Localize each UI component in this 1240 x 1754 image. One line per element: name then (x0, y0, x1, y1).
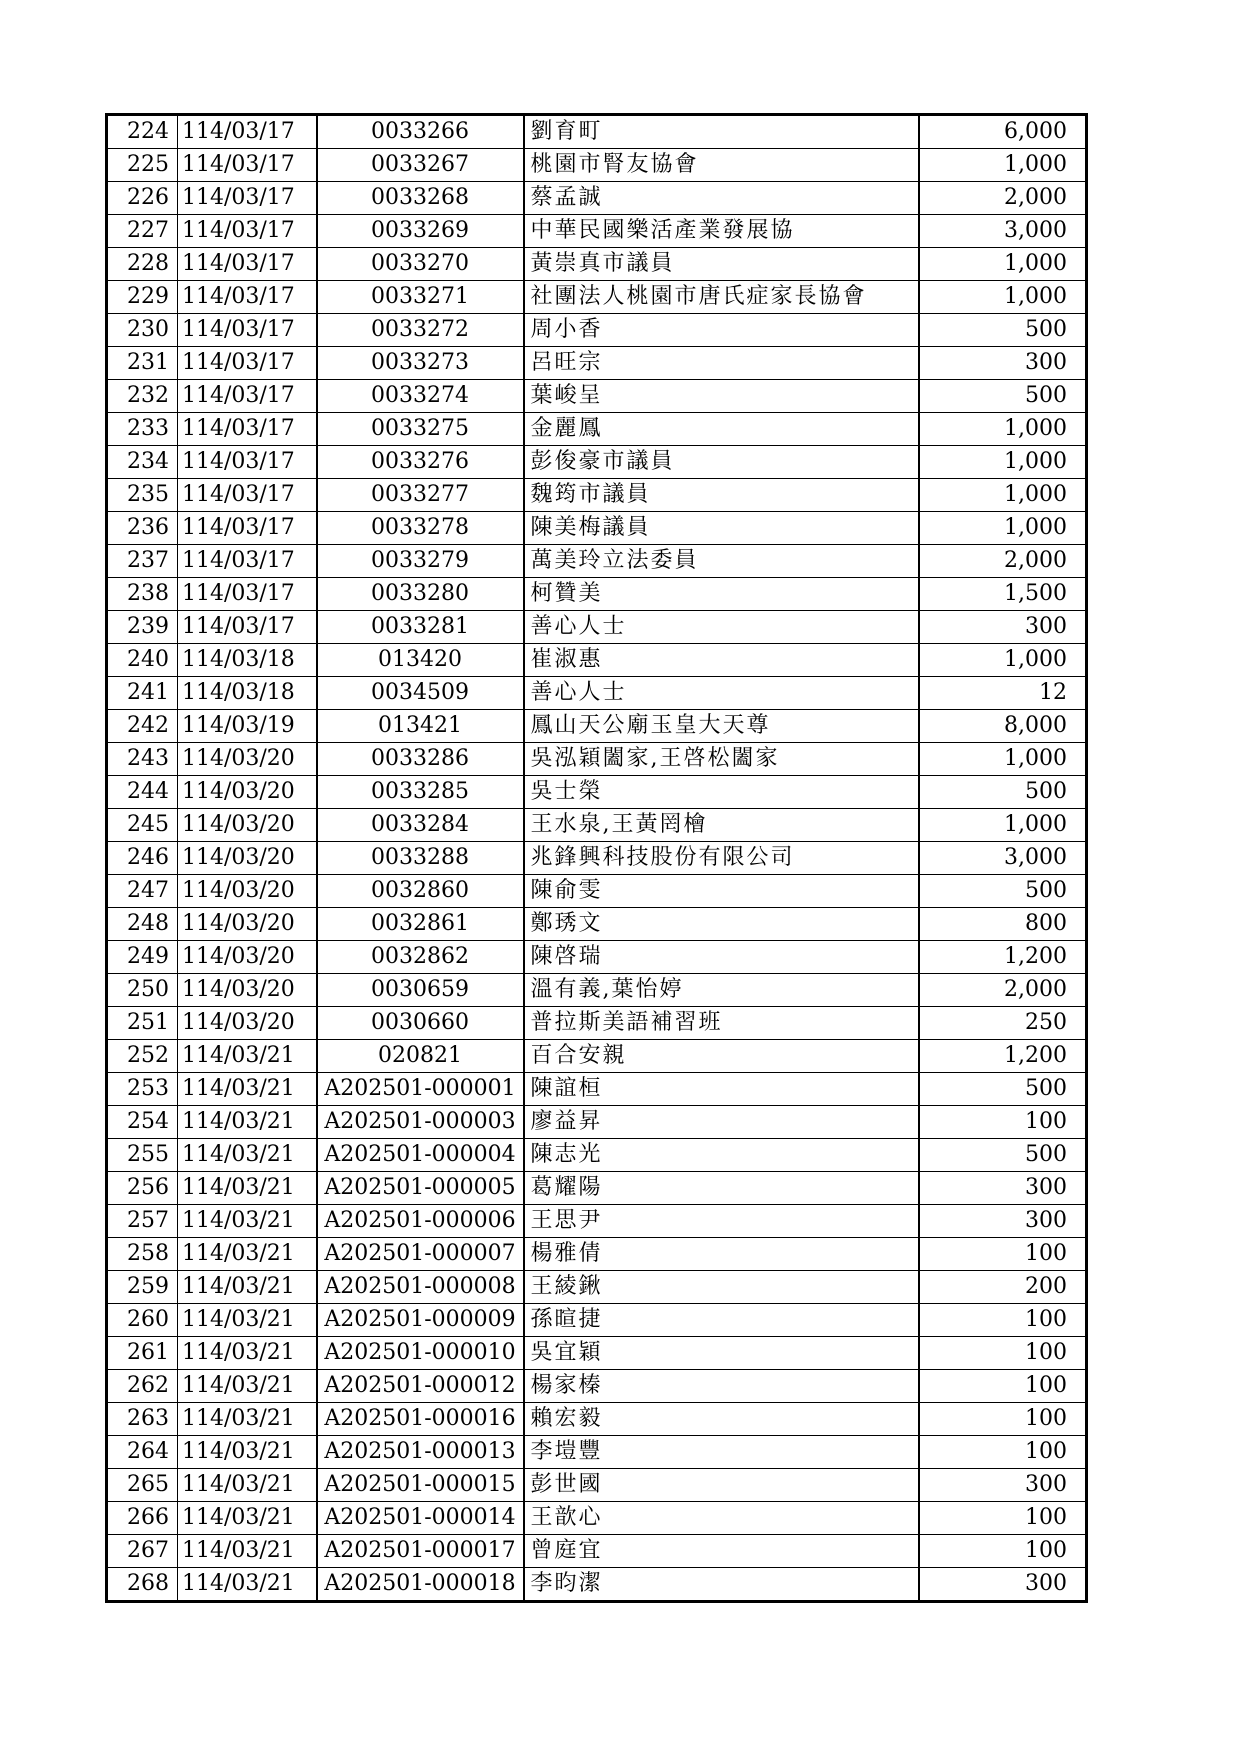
donation-amount: 100 (919, 1304, 1087, 1337)
donation-amount: 3,000 (919, 842, 1087, 875)
donation-date: 114/03/18 (178, 677, 317, 710)
receipt-number: 0034509 (317, 677, 524, 710)
donation-amount: 1,200 (919, 1040, 1087, 1073)
table-row (107, 347, 1087, 380)
donation-amount: 100 (919, 1106, 1087, 1139)
receipt-number: 020821 (317, 1040, 524, 1073)
row-number: 230 (107, 314, 178, 347)
table-row (107, 545, 1087, 578)
row-number: 241 (107, 677, 178, 710)
donation-amount: 1,200 (919, 941, 1087, 974)
receipt-number: 0032860 (317, 875, 524, 908)
receipt-number: 0033267 (317, 149, 524, 182)
receipt-number: 0030659 (317, 974, 524, 1007)
table-row (107, 974, 1087, 1007)
row-number: 260 (107, 1304, 178, 1337)
donation-amount: 300 (919, 611, 1087, 644)
donor-name: 曾庭宜 (524, 1535, 919, 1568)
donation-date: 114/03/20 (178, 974, 317, 1007)
row-number: 247 (107, 875, 178, 908)
donation-date: 114/03/21 (178, 1238, 317, 1271)
receipt-number: 0033286 (317, 743, 524, 776)
table-row (107, 1403, 1087, 1436)
receipt-number: 0033274 (317, 380, 524, 413)
donation-date: 114/03/21 (178, 1139, 317, 1172)
row-number: 264 (107, 1436, 178, 1469)
receipt-number: 0033280 (317, 578, 524, 611)
donation-date: 114/03/20 (178, 941, 317, 974)
donation-amount: 500 (919, 1073, 1087, 1106)
row-number: 225 (107, 149, 178, 182)
donation-date: 114/03/21 (178, 1040, 317, 1073)
donation-amount: 100 (919, 1436, 1087, 1469)
receipt-number: 0033269 (317, 215, 524, 248)
table-row (107, 908, 1087, 941)
table-row (107, 115, 1087, 149)
donation-amount: 1,000 (919, 512, 1087, 545)
donation-date: 114/03/21 (178, 1172, 317, 1205)
donation-amount: 1,000 (919, 149, 1087, 182)
donation-amount: 100 (919, 1337, 1087, 1370)
donation-date: 114/03/21 (178, 1271, 317, 1304)
donor-name: 魏筠市議員 (524, 479, 919, 512)
receipt-number: A202501-000009 (317, 1304, 524, 1337)
donation-amount: 500 (919, 875, 1087, 908)
receipt-number: 0033279 (317, 545, 524, 578)
donation-date: 114/03/20 (178, 809, 317, 842)
row-number: 229 (107, 281, 178, 314)
row-number: 248 (107, 908, 178, 941)
receipt-number: A202501-000004 (317, 1139, 524, 1172)
donation-amount: 1,000 (919, 446, 1087, 479)
row-number: 249 (107, 941, 178, 974)
receipt-number: A202501-000006 (317, 1205, 524, 1238)
donor-name: 普拉斯美語補習班 (524, 1007, 919, 1040)
row-number: 242 (107, 710, 178, 743)
table-row (107, 1271, 1087, 1304)
donation-date: 114/03/17 (178, 479, 317, 512)
table-row (107, 776, 1087, 809)
table-row (107, 743, 1087, 776)
receipt-number: 0033271 (317, 281, 524, 314)
row-number: 251 (107, 1007, 178, 1040)
row-number: 255 (107, 1139, 178, 1172)
donor-name: 呂旺宗 (524, 347, 919, 380)
donation-date: 114/03/17 (178, 314, 317, 347)
row-number: 226 (107, 182, 178, 215)
row-number: 257 (107, 1205, 178, 1238)
row-number: 267 (107, 1535, 178, 1568)
table-row (107, 215, 1087, 248)
donation-amount: 1,000 (919, 413, 1087, 446)
donor-name: 王思尹 (524, 1205, 919, 1238)
donation-date: 114/03/20 (178, 743, 317, 776)
donor-name: 柯贊美 (524, 578, 919, 611)
donor-name: 彭俊豪市議員 (524, 446, 919, 479)
row-number: 240 (107, 644, 178, 677)
donation-amount: 6,000 (919, 115, 1087, 149)
donor-name: 蔡孟誠 (524, 182, 919, 215)
table-row (107, 248, 1087, 281)
table-row (107, 941, 1087, 974)
donation-date: 114/03/21 (178, 1436, 317, 1469)
table-row (107, 446, 1087, 479)
donation-amount: 1,000 (919, 479, 1087, 512)
donor-name: 孫暄捷 (524, 1304, 919, 1337)
table-row (107, 842, 1087, 875)
row-number: 256 (107, 1172, 178, 1205)
receipt-number: A202501-000014 (317, 1502, 524, 1535)
donation-amount: 300 (919, 1469, 1087, 1502)
row-number: 254 (107, 1106, 178, 1139)
donor-name: 葛耀陽 (524, 1172, 919, 1205)
donation-date: 114/03/19 (178, 710, 317, 743)
row-number: 261 (107, 1337, 178, 1370)
donation-amount: 500 (919, 776, 1087, 809)
row-number: 239 (107, 611, 178, 644)
receipt-number: A202501-000015 (317, 1469, 524, 1502)
row-number: 252 (107, 1040, 178, 1073)
donation-date: 114/03/17 (178, 512, 317, 545)
receipt-number: 0033278 (317, 512, 524, 545)
table-row (107, 875, 1087, 908)
receipt-number: 0032861 (317, 908, 524, 941)
row-number: 263 (107, 1403, 178, 1436)
row-number: 237 (107, 545, 178, 578)
donation-date: 114/03/21 (178, 1568, 317, 1602)
row-number: 235 (107, 479, 178, 512)
donation-amount: 300 (919, 1568, 1087, 1602)
table-row (107, 182, 1087, 215)
receipt-number: 013421 (317, 710, 524, 743)
donation-date: 114/03/20 (178, 776, 317, 809)
donor-name: 葉峻呈 (524, 380, 919, 413)
donation-amount: 1,000 (919, 248, 1087, 281)
donor-name: 崔淑惠 (524, 644, 919, 677)
receipt-number: 0033277 (317, 479, 524, 512)
donation-amount: 1,000 (919, 644, 1087, 677)
row-number: 243 (107, 743, 178, 776)
donation-date: 114/03/21 (178, 1106, 317, 1139)
donor-name: 周小香 (524, 314, 919, 347)
table-row (107, 677, 1087, 710)
receipt-number: 0033276 (317, 446, 524, 479)
donation-amount: 500 (919, 380, 1087, 413)
row-number: 258 (107, 1238, 178, 1271)
receipt-number: A202501-000005 (317, 1172, 524, 1205)
donation-date: 114/03/17 (178, 115, 317, 149)
donation-date: 114/03/20 (178, 842, 317, 875)
donation-amount: 2,000 (919, 974, 1087, 1007)
donation-amount: 500 (919, 1139, 1087, 1172)
donor-name: 陳誼桓 (524, 1073, 919, 1106)
donor-name: 廖益昇 (524, 1106, 919, 1139)
donor-name: 陳俞雯 (524, 875, 919, 908)
receipt-number: A202501-000008 (317, 1271, 524, 1304)
donation-amount: 1,000 (919, 743, 1087, 776)
row-number: 245 (107, 809, 178, 842)
receipt-number: 013420 (317, 644, 524, 677)
row-number: 262 (107, 1370, 178, 1403)
receipt-number: 0033281 (317, 611, 524, 644)
receipt-number: A202501-000013 (317, 1436, 524, 1469)
receipt-number: 0033273 (317, 347, 524, 380)
donation-amount: 100 (919, 1535, 1087, 1568)
donor-name: 萬美玲立法委員 (524, 545, 919, 578)
table-row (107, 1205, 1087, 1238)
table-row (107, 710, 1087, 743)
receipt-number: A202501-000018 (317, 1568, 524, 1602)
donation-date: 114/03/17 (178, 248, 317, 281)
donation-date: 114/03/17 (178, 281, 317, 314)
donation-amount: 800 (919, 908, 1087, 941)
donation-date: 114/03/17 (178, 182, 317, 215)
receipt-number: A202501-000001 (317, 1073, 524, 1106)
donation-date: 114/03/17 (178, 215, 317, 248)
donation-amount: 100 (919, 1502, 1087, 1535)
donation-amount: 1,500 (919, 578, 1087, 611)
row-number: 265 (107, 1469, 178, 1502)
row-number: 231 (107, 347, 178, 380)
donor-name: 善心人士 (524, 611, 919, 644)
row-number: 259 (107, 1271, 178, 1304)
donation-amount: 250 (919, 1007, 1087, 1040)
donor-name: 陳美梅議員 (524, 512, 919, 545)
donation-date: 114/03/21 (178, 1304, 317, 1337)
row-number: 236 (107, 512, 178, 545)
donation-date: 114/03/17 (178, 413, 317, 446)
donor-name: 兆鋒興科技股份有限公司 (524, 842, 919, 875)
table-row (107, 578, 1087, 611)
donation-date: 114/03/17 (178, 578, 317, 611)
receipt-number: 0033275 (317, 413, 524, 446)
table-row (107, 644, 1087, 677)
receipt-number: A202501-000003 (317, 1106, 524, 1139)
donation-amount: 8,000 (919, 710, 1087, 743)
receipt-number: A202501-000016 (317, 1403, 524, 1436)
receipt-number: A202501-000017 (317, 1535, 524, 1568)
receipt-number: 0033288 (317, 842, 524, 875)
table-row (107, 380, 1087, 413)
table-row (107, 1040, 1087, 1073)
row-number: 234 (107, 446, 178, 479)
row-number: 266 (107, 1502, 178, 1535)
donation-amount: 2,000 (919, 545, 1087, 578)
table-row (107, 1238, 1087, 1271)
donor-name: 金麗鳳 (524, 413, 919, 446)
donation-date: 114/03/21 (178, 1403, 317, 1436)
table-row (107, 1172, 1087, 1205)
donor-name: 黃崇真市議員 (524, 248, 919, 281)
donation-ledger-table (105, 113, 1088, 1603)
table-row (107, 1469, 1087, 1502)
donation-amount: 3,000 (919, 215, 1087, 248)
table-row (107, 512, 1087, 545)
donation-amount: 100 (919, 1403, 1087, 1436)
donor-name: 陳志光 (524, 1139, 919, 1172)
receipt-number: 0030660 (317, 1007, 524, 1040)
donor-name: 楊家榛 (524, 1370, 919, 1403)
donation-amount: 2,000 (919, 182, 1087, 215)
receipt-number: 0033270 (317, 248, 524, 281)
donor-name: 賴宏毅 (524, 1403, 919, 1436)
table-row (107, 1007, 1087, 1040)
table-row (107, 1337, 1087, 1370)
donation-date: 114/03/21 (178, 1469, 317, 1502)
row-number: 227 (107, 215, 178, 248)
table-row (107, 1568, 1087, 1602)
receipt-number: A202501-000012 (317, 1370, 524, 1403)
donor-name: 王歆心 (524, 1502, 919, 1535)
donation-date: 114/03/21 (178, 1073, 317, 1106)
donation-date: 114/03/20 (178, 908, 317, 941)
row-number: 250 (107, 974, 178, 1007)
table-row (107, 1502, 1087, 1535)
donor-name: 鳳山天公廟玉皇大天尊 (524, 710, 919, 743)
donor-name: 王水泉,王黃罔檜 (524, 809, 919, 842)
donation-amount: 500 (919, 314, 1087, 347)
donation-amount: 200 (919, 1271, 1087, 1304)
donation-date: 114/03/17 (178, 149, 317, 182)
row-number: 253 (107, 1073, 178, 1106)
table-row (107, 281, 1087, 314)
table-row (107, 1106, 1087, 1139)
table-row (107, 1139, 1087, 1172)
table-row (107, 1535, 1087, 1568)
table-row (107, 1436, 1087, 1469)
donation-date: 114/03/18 (178, 644, 317, 677)
donation-date: 114/03/17 (178, 446, 317, 479)
donation-date: 114/03/20 (178, 1007, 317, 1040)
donor-name: 吳士榮 (524, 776, 919, 809)
receipt-number: 0033285 (317, 776, 524, 809)
row-number: 246 (107, 842, 178, 875)
receipt-number: 0032862 (317, 941, 524, 974)
donor-name: 劉育町 (524, 115, 919, 149)
donor-name: 李塏豐 (524, 1436, 919, 1469)
donation-date: 114/03/17 (178, 611, 317, 644)
donor-name: 鄭琇文 (524, 908, 919, 941)
donation-amount: 300 (919, 347, 1087, 380)
donor-name: 中華民國樂活產業發展協 (524, 215, 919, 248)
donor-name: 吳宜穎 (524, 1337, 919, 1370)
receipt-number: A202501-000010 (317, 1337, 524, 1370)
donation-date: 114/03/17 (178, 545, 317, 578)
donation-date: 114/03/17 (178, 380, 317, 413)
table-row (107, 149, 1087, 182)
receipt-number: 0033284 (317, 809, 524, 842)
donation-amount: 12 (919, 677, 1087, 710)
table-row (107, 611, 1087, 644)
donor-name: 溫有義,葉怡婷 (524, 974, 919, 1007)
donation-date: 114/03/21 (178, 1337, 317, 1370)
donation-date: 114/03/21 (178, 1535, 317, 1568)
table-row (107, 413, 1087, 446)
row-number: 228 (107, 248, 178, 281)
donation-amount: 100 (919, 1238, 1087, 1271)
donation-date: 114/03/21 (178, 1205, 317, 1238)
receipt-number: 0033272 (317, 314, 524, 347)
table-row (107, 1370, 1087, 1403)
row-number: 244 (107, 776, 178, 809)
donation-amount: 300 (919, 1205, 1087, 1238)
donor-name: 李昀潔 (524, 1568, 919, 1602)
receipt-number: 0033266 (317, 115, 524, 149)
donation-amount: 1,000 (919, 809, 1087, 842)
row-number: 238 (107, 578, 178, 611)
row-number: 232 (107, 380, 178, 413)
table-row (107, 809, 1087, 842)
row-number: 268 (107, 1568, 178, 1602)
donor-name: 百合安親 (524, 1040, 919, 1073)
ledger-body (107, 115, 1087, 1602)
donor-name: 王綾鍬 (524, 1271, 919, 1304)
donor-name: 善心人士 (524, 677, 919, 710)
donation-date: 114/03/21 (178, 1370, 317, 1403)
donor-name: 桃園市腎友協會 (524, 149, 919, 182)
receipt-number: A202501-000007 (317, 1238, 524, 1271)
donor-name: 楊雅倩 (524, 1238, 919, 1271)
donor-name: 陳啓瑞 (524, 941, 919, 974)
receipt-number: 0033268 (317, 182, 524, 215)
donation-date: 114/03/21 (178, 1502, 317, 1535)
donor-name: 社團法人桃園市唐氏症家長協會 (524, 281, 919, 314)
row-number: 233 (107, 413, 178, 446)
row-number: 224 (107, 115, 178, 149)
donor-name: 吳泓穎闔家,王啓松闔家 (524, 743, 919, 776)
donation-date: 114/03/20 (178, 875, 317, 908)
donation-amount: 300 (919, 1172, 1087, 1205)
donation-amount: 1,000 (919, 281, 1087, 314)
table-row (107, 314, 1087, 347)
donation-date: 114/03/17 (178, 347, 317, 380)
donor-name: 彭世國 (524, 1469, 919, 1502)
table-row (107, 1304, 1087, 1337)
table-row (107, 1073, 1087, 1106)
donation-amount: 100 (919, 1370, 1087, 1403)
table-row (107, 479, 1087, 512)
